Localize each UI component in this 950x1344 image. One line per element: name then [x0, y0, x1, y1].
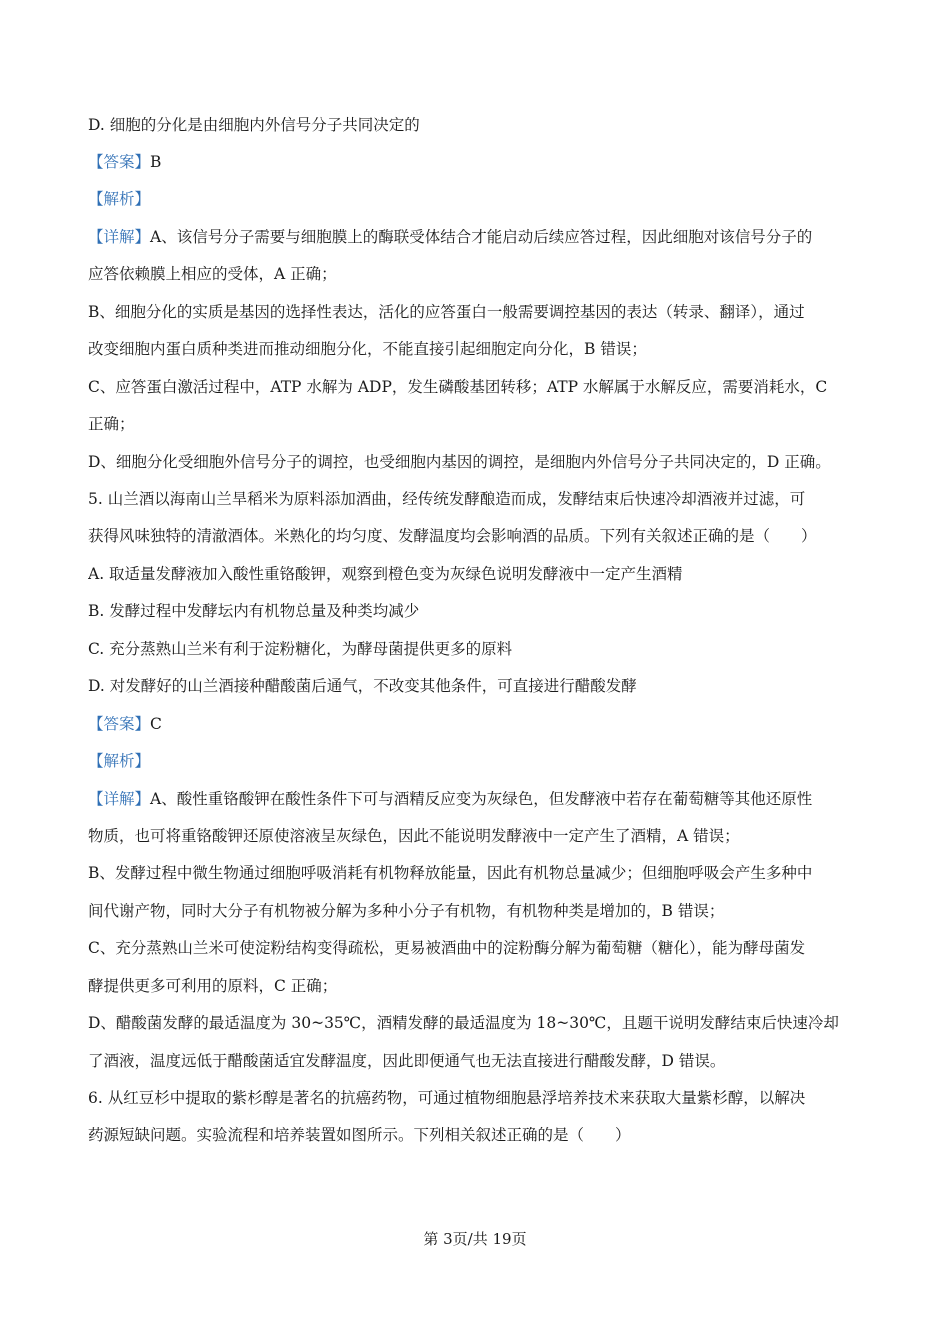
q5-option-d: D. 对发酵好的山兰酒接种醋酸菌后通气，不改变其他条件，可直接进行醋酸发酵 [88, 677, 637, 695]
q5-detail-a-line2: 物质，也可将重铬酸钾还原使溶液呈灰绿色，因此不能说明发酵液中一定产生了酒精，A 错误； [88, 827, 740, 845]
q5-detail-d-line2: 了酒液，温度远低于醋酸菌适宜发酵温度，因此即便通气也无法直接进行醋酸发酵，D 错误。 [88, 1052, 726, 1070]
answer-value: C [150, 715, 162, 733]
q5-detail-c-line1: C、充分蒸熟山兰米可使淀粉结构变得疏松，更易被酒曲中的淀粉酶分解为葡萄糖（糖化），能为酵母菌发 [88, 939, 806, 957]
detail-text: A、该信号分子需要与细胞膜上的酶联受体结合才能启动后续应答过程，因此细胞对该信号分子的 [150, 228, 813, 246]
q5-answer [88, 713, 878, 735]
q5-detail-b-line1: B、发酵过程中微生物通过细胞呼吸消耗有机物释放能量，因此有机物总量减少；但细胞呼吸会产生多种中 [88, 864, 813, 882]
detail-tag: 【详解】 [88, 790, 151, 808]
detail-text: A、酸性重铬酸钾在酸性条件下可与酒精反应变为灰绿色，但发酵液中若存在葡萄糖等其他还原性 [150, 790, 813, 808]
answer-tag: 【答案】 [88, 153, 151, 171]
q5-option-b: B. 发酵过程中发酵坛内有机物总量及种类均减少 [88, 602, 420, 620]
q5-detail-a-line1 [88, 788, 878, 810]
answer-tag: 【答案】 [88, 715, 151, 733]
page-number-footer: 第 3页/共 19页 [423, 1230, 527, 1248]
q4-detail-d-line1: D、细胞分化受细胞外信号分子的调控，也受细胞内基因的调控，是细胞内外信号分子共同决定的，D 正确。 [88, 453, 831, 471]
q5-option-c: C. 充分蒸熟山兰米有利于淀粉糖化，为酵母菌提供更多的原料 [88, 640, 513, 658]
q4-detail-c-line2: 正确； [88, 415, 135, 433]
q4-answer [88, 151, 878, 173]
q5-detail-b-line2: 间代谢产物，同时大分子有机物被分解为多种小分子有机物，有机物种类是增加的，B 错误； [88, 902, 725, 920]
q4-detail-b-line2: 改变细胞内蛋白质种类进而推动细胞分化，不能直接引起细胞定向分化，B 错误； [88, 340, 647, 358]
answer-value: B [150, 153, 162, 171]
q4-option-d: D. 细胞的分化是由细胞内外信号分子共同决定的 [88, 116, 420, 134]
q4-analysis-tag: 【解析】 [88, 190, 151, 208]
q4-detail-a-line1 [88, 226, 878, 248]
q4-detail-c-line1: C、应答蛋白激活过程中，ATP 水解为 ADP，发生磷酸基团转移；ATP 水解属于水解反应，需要消耗水，C [88, 378, 828, 396]
q5-detail-d-line1: D、醋酸菌发酵的最适温度为 30~35℃，酒精发酵的最适温度为 18~30℃，且题干说明发酵结束后快速冷却 [88, 1014, 839, 1032]
q4-detail-b-line1: B、细胞分化的实质是基因的选择性表达，活化的应答蛋白一般需要调控基因的表达（转录、翻译），通过 [88, 303, 805, 321]
q4-detail-a-line2: 应答依赖膜上相应的受体，A 正确； [88, 265, 337, 283]
q5-option-a: A. 取适量发酵液加入酸性重铬酸钾，观察到橙色变为灰绿色说明发酵液中一定产生酒精 [88, 565, 683, 583]
q5-analysis-tag: 【解析】 [88, 752, 151, 770]
q5-stem-line2: 获得风味独特的清澈酒体。米熟化的均匀度、发酵温度均会影响酒的品质。下列有关叙述正确的是（ ） [88, 527, 817, 545]
q5-detail-c-line2: 酵提供更多可利用的原料，C 正确； [88, 977, 338, 995]
detail-tag: 【详解】 [88, 228, 151, 246]
q6-stem-line2: 药源短缺问题。实验流程和培养装置如图所示。下列相关叙述正确的是（ ） [88, 1126, 631, 1144]
q5-stem-line1: 5. 山兰酒以海南山兰旱稻米为原料添加酒曲，经传统发酵酿造而成，发酵结束后快速冷却酒液并过滤，可 [88, 490, 806, 508]
q6-stem-line1: 6. 从红豆杉中提取的紫杉醇是著名的抗癌药物，可通过植物细胞悬浮培养技术来获取大量紫杉醇，以解决 [88, 1089, 806, 1107]
